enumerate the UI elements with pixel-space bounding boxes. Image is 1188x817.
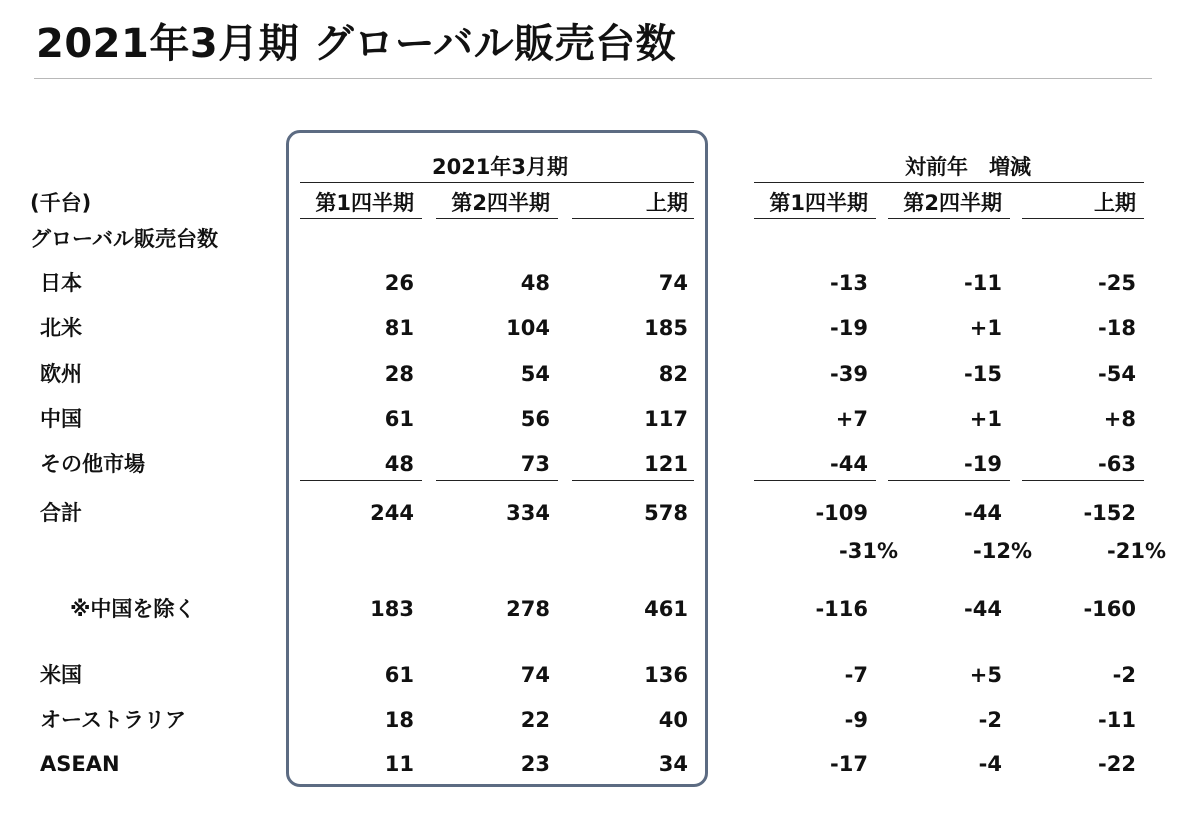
col-header-change-q2: 第2四半期 bbox=[903, 191, 1002, 215]
row-label: 欧州 bbox=[40, 362, 82, 386]
table-cell: -22 bbox=[1098, 752, 1136, 776]
table-cell: -152 bbox=[1083, 501, 1136, 525]
table-cell: -11 bbox=[1098, 708, 1136, 732]
total-percent-change: -21% bbox=[1107, 539, 1166, 563]
page-title: 2021年3月期 グローバル販売台数 bbox=[36, 21, 677, 67]
header-rule bbox=[436, 218, 558, 219]
table-cell: -2 bbox=[1112, 663, 1136, 687]
table-cell: 278 bbox=[506, 597, 550, 621]
table-cell: -15 bbox=[964, 362, 1002, 386]
table-cell: 18 bbox=[384, 708, 414, 732]
table-cell: 185 bbox=[644, 316, 688, 340]
header-rule bbox=[572, 218, 694, 219]
table-cell: 48 bbox=[520, 271, 550, 295]
table-cell: 40 bbox=[658, 708, 688, 732]
section-label: グローバル販売台数 bbox=[30, 227, 218, 251]
subtotal-rule bbox=[888, 480, 1010, 481]
table-cell: 81 bbox=[384, 316, 414, 340]
table-cell: +1 bbox=[969, 316, 1002, 340]
table-cell: -19 bbox=[830, 316, 868, 340]
header-rule bbox=[754, 218, 876, 219]
group-header-change: 対前年 増減 bbox=[905, 155, 1031, 179]
col-header-change-q1: 第1四半期 bbox=[769, 191, 868, 215]
group-change-rule bbox=[754, 182, 1144, 183]
col-header-q2: 第2四半期 bbox=[451, 191, 550, 215]
table-cell: 54 bbox=[520, 362, 550, 386]
title-divider bbox=[34, 78, 1152, 79]
table-cell: -160 bbox=[1083, 597, 1136, 621]
row-label: オーストラリア bbox=[40, 708, 186, 732]
table-cell: 117 bbox=[644, 407, 688, 431]
table-cell: -11 bbox=[964, 271, 1002, 295]
subtotal-rule bbox=[436, 480, 558, 481]
table-cell: -44 bbox=[830, 452, 868, 476]
table-cell: -7 bbox=[844, 663, 868, 687]
table-cell: -2 bbox=[978, 708, 1002, 732]
header-rule bbox=[300, 218, 422, 219]
table-cell: -19 bbox=[964, 452, 1002, 476]
table-cell: 61 bbox=[384, 407, 414, 431]
table-cell: -13 bbox=[830, 271, 868, 295]
subtotal-rule bbox=[300, 480, 422, 481]
table-cell: -44 bbox=[964, 501, 1002, 525]
total-percent-change: -31% bbox=[839, 539, 898, 563]
col-header-h1: 上期 bbox=[646, 191, 688, 215]
table-cell: 136 bbox=[644, 663, 688, 687]
table-cell: 121 bbox=[644, 452, 688, 476]
header-rule bbox=[888, 218, 1010, 219]
table-cell: 23 bbox=[520, 752, 550, 776]
table-cell: 183 bbox=[370, 597, 414, 621]
row-label: その他市場 bbox=[40, 452, 145, 476]
table-cell: -54 bbox=[1098, 362, 1136, 386]
table-cell: 334 bbox=[506, 501, 550, 525]
row-label: ※中国を除く bbox=[70, 597, 196, 621]
table-cell: 11 bbox=[384, 752, 414, 776]
table-cell: 61 bbox=[384, 663, 414, 687]
row-label: 日本 bbox=[40, 271, 82, 295]
table-cell: 461 bbox=[644, 597, 688, 621]
table-cell: -25 bbox=[1098, 271, 1136, 295]
table-cell: 82 bbox=[658, 362, 688, 386]
table-cell: -109 bbox=[815, 501, 868, 525]
row-label: 北米 bbox=[40, 316, 82, 340]
table-cell: -63 bbox=[1098, 452, 1136, 476]
table-cell: 104 bbox=[506, 316, 550, 340]
header-rule bbox=[1022, 218, 1144, 219]
table-cell: -44 bbox=[964, 597, 1002, 621]
table-cell: 578 bbox=[644, 501, 688, 525]
table-cell: -4 bbox=[978, 752, 1002, 776]
table-cell: +5 bbox=[969, 663, 1002, 687]
subtotal-rule bbox=[754, 480, 876, 481]
table-cell: 74 bbox=[520, 663, 550, 687]
table-cell: -18 bbox=[1098, 316, 1136, 340]
col-header-change-h1: 上期 bbox=[1094, 191, 1136, 215]
table-cell: +1 bbox=[969, 407, 1002, 431]
table-cell: 22 bbox=[520, 708, 550, 732]
group-header-current: 2021年3月期 bbox=[431, 155, 569, 179]
table-cell: 34 bbox=[658, 752, 688, 776]
table-cell: 48 bbox=[384, 452, 414, 476]
table-cell: 26 bbox=[384, 271, 414, 295]
unit-label: (千台) bbox=[30, 191, 92, 215]
row-label: 中国 bbox=[40, 407, 82, 431]
table-cell: -9 bbox=[844, 708, 868, 732]
table-cell: -116 bbox=[815, 597, 868, 621]
row-label: 合計 bbox=[40, 501, 82, 525]
table-cell: +8 bbox=[1103, 407, 1136, 431]
table-cell: 244 bbox=[370, 501, 414, 525]
subtotal-rule bbox=[1022, 480, 1144, 481]
col-header-q1: 第1四半期 bbox=[315, 191, 414, 215]
row-label: 米国 bbox=[40, 663, 82, 687]
group-current-rule bbox=[300, 182, 694, 183]
table-cell: 56 bbox=[520, 407, 550, 431]
subtotal-rule bbox=[572, 480, 694, 481]
total-percent-change: -12% bbox=[973, 539, 1032, 563]
table-cell: -39 bbox=[830, 362, 868, 386]
row-label: ASEAN bbox=[40, 752, 120, 776]
table-cell: -17 bbox=[830, 752, 868, 776]
table-cell: 73 bbox=[520, 452, 550, 476]
table-cell: +7 bbox=[835, 407, 868, 431]
table-cell: 28 bbox=[384, 362, 414, 386]
table-cell: 74 bbox=[658, 271, 688, 295]
